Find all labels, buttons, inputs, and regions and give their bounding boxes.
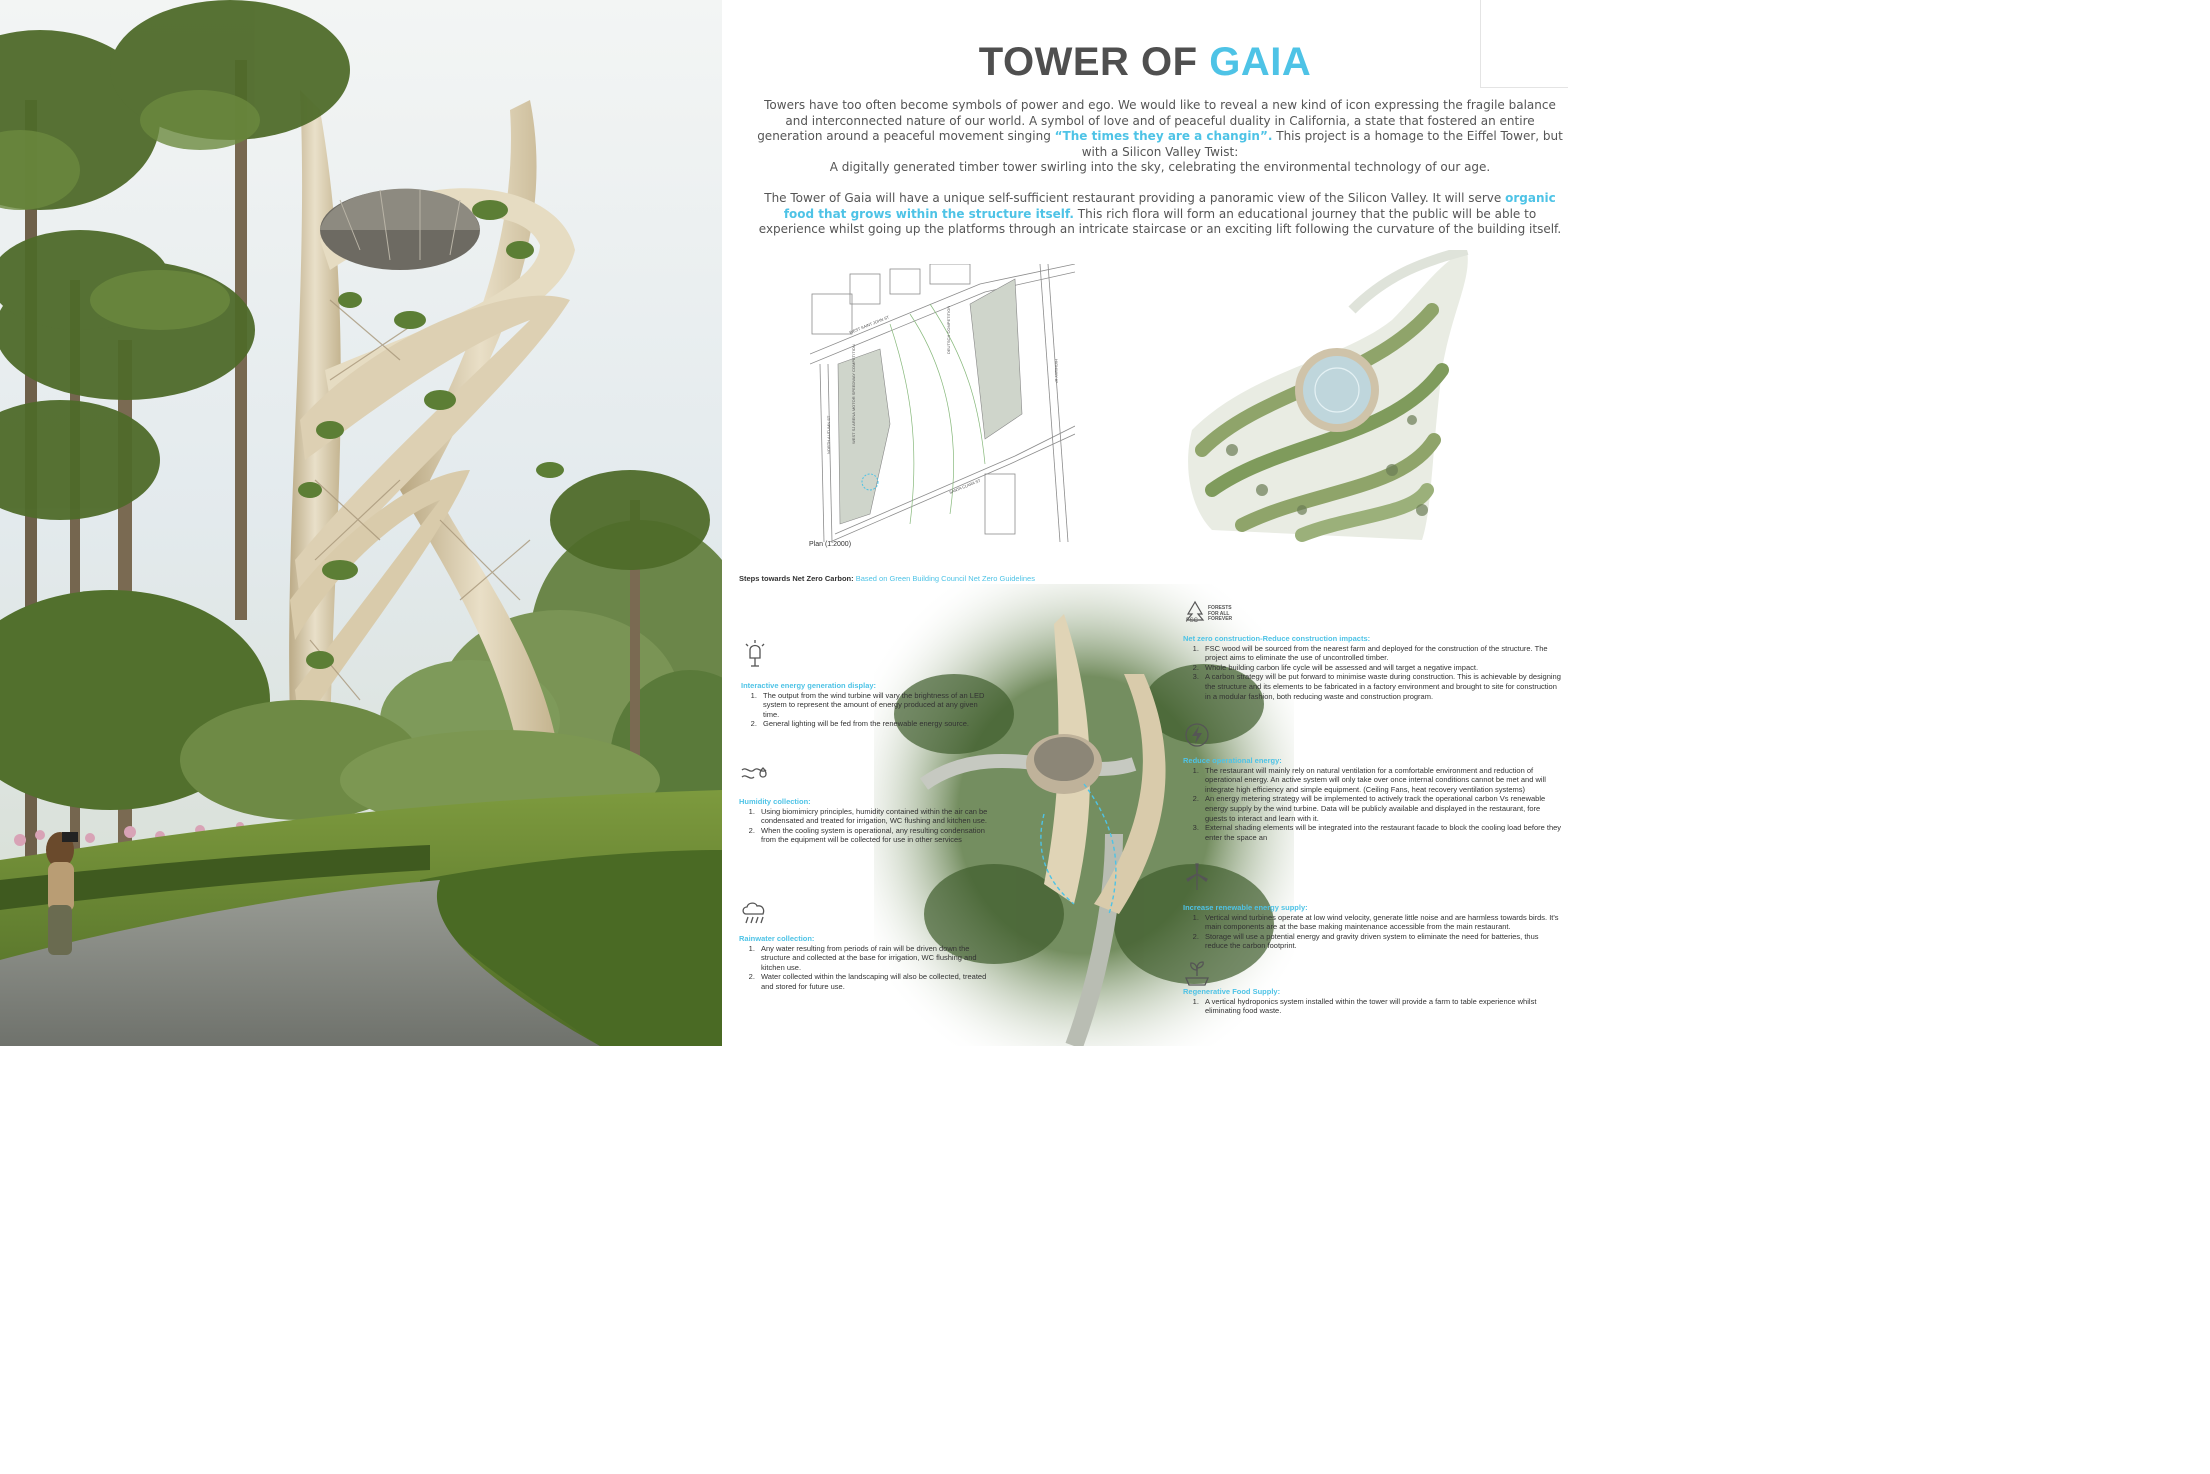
step-humidity [739, 797, 991, 845]
fsc-logo [1184, 600, 1254, 630]
intro-paragraph-1 [752, 98, 1568, 160]
plan-label-block-1: WEST SJ ARENA MOTOR SPEEDWAY COMPETITION [851, 344, 856, 444]
intro-paragraph-3 [752, 191, 1568, 238]
plan-label-block-2: DEUTSCH COMPETITION [946, 305, 951, 354]
step-construction-title: Net zero construction-Reduce construction impacts: [1183, 634, 1371, 643]
step-operational-item-1: 1. The restaurant will mainly rely on natural ventilation for a comfortable environment and reduction of operational energy. An active system will only take over once internal conditions cannot be met and will integrate high efficiency and simple equipment. (Ceiling Fans, heat recovery ventilation systems) [1201, 766, 1563, 795]
site-plan-drawing [810, 264, 1075, 542]
wind-turbine-light-icon [740, 640, 770, 670]
intro-p3-text-b: This rich flora will form an educational journey that the public will be able to experience whilst going up the platforms through an intricate staircase or an exciting lift following the curvature of the building itself. [758, 206, 1562, 236]
step-food-title: Regenerative Food Supply: [1183, 987, 1281, 996]
intro-paragraph-2: A digitally generated timber tower swirling into the sky, celebrating the environmental technology of our age. [829, 160, 1491, 174]
rain-cloud-icon [740, 898, 770, 928]
plant-hand-icon [1182, 958, 1212, 988]
fsc-slogan-line-1: FORESTS [1208, 605, 1232, 611]
project-description-panel [722, 0, 1568, 1046]
plan-label-street-3: SANTA CLARA ST [948, 477, 982, 495]
step-energy-display [741, 681, 987, 729]
title-part-2: GAIA [1209, 40, 1312, 84]
plan-label-street-2: HIGHWAY 87 [1054, 359, 1059, 384]
step-operational-item-3: 3. External shading elements will be integrated into the restaurant facade to block the cooling load before they enter the space an [1201, 823, 1563, 842]
energy-bolt-icon [1182, 720, 1212, 750]
tower-render-illustration [0, 0, 722, 1046]
step-energy-display-item-2: 2. General lighting will be fed from the renewable energy source. [759, 719, 987, 729]
intro-p1-quote: “The times they are a changin”. [1054, 129, 1273, 143]
step-construction-item-2: 2. Whole building carbon life cycle will be assessed and will target a negative impact. [1201, 663, 1563, 673]
net-zero-guidelines-link[interactable]: Based on Green Building Council Net Zero Guidelines [855, 574, 1035, 583]
plan-caption: Plan (1:2000) [809, 541, 852, 548]
intro-p1-text-a: Towers have too often become symbols of power and ego. We would like to reveal a new kind of icon expressing the fragile balance and interconnected nature of our world. A symbol of love and of peaceful duality in California, a state that fostered an entire generation around a peaceful movement singing [757, 98, 1556, 143]
landscape-plan-render [1172, 250, 1472, 550]
plan-label-street-4: NORTH AUTUMN ST [826, 415, 831, 454]
step-rainwater-item-1: 1. Any water resulting from periods of rain will be driven down the structure and collected at the base for irrigation, WC flushing and kitchen use. [757, 944, 991, 973]
title-part-1: TOWER OF [978, 40, 1198, 84]
step-renewable-item-2: 2. Storage will use a potential energy and gravity driven system to eliminate the need for batteries, thus reduce the carbon footprint. [1201, 932, 1563, 951]
step-rainwater-item-2: 2. Water collected within the landscaping will also be collected, treated and stored for future use. [757, 972, 991, 991]
intro-p1-text-b: This project is a homage to the Eiffel Tower, but with a Silicon Valley Twist: [1081, 129, 1563, 159]
intro-p3-text-a: The Tower of Gaia will have a unique self-sufficient restaurant providing a panoramic view of the Silicon Valley. It will serve [764, 191, 1506, 205]
step-renewable-item-1: 1. Vertical wind turbines operate at low wind velocity, generate little noise and are harmless towards birds. It's main components are at the base making maintenance accessible from the main restaurant. [1201, 913, 1563, 932]
step-operational [1183, 756, 1563, 842]
step-construction [1183, 634, 1563, 701]
step-renewable-title: Increase renewable energy supply: [1183, 903, 1308, 912]
page-title [722, 40, 1568, 85]
fsc-slogan-line-2: FOR ALL [1208, 610, 1230, 617]
step-food-item-1: 1. A vertical hydroponics system installed within the tower will provide a farm to table experience whilst eliminating food waste. [1201, 997, 1563, 1016]
humidity-waves-icon [740, 760, 770, 790]
net-zero-heading [739, 574, 1035, 583]
plan-label-street-1: WEST SAINT JOHN ST [848, 314, 890, 335]
step-rainwater-title: Rainwater collection: [739, 934, 815, 943]
step-operational-item-2: 2. An energy metering strategy will be implemented to actively track the operational carbon Vs renewable energy supply by the wind turbine. Data will be publicly available and displayed in the restaurant, fore guests to interact and learn with it. [1201, 794, 1563, 823]
step-construction-item-3: 3. A carbon strategy will be put forward to minimise waste during construction. This is achievable by designing the structure and its elements to be fabricated in a factory environment and brought to site for construction in a modular fashion, both reducing waste and construction program. [1201, 672, 1563, 701]
step-humidity-item-2: 2. When the cooling system is operational, any resulting condensation from the equipment will be collected for use in other services [757, 826, 991, 845]
step-energy-display-item-1: 1. The output from the wind turbine will vary the brightness of an LED system to represent the amount of energy produced at any given time. [759, 691, 987, 720]
step-humidity-item-1: 1. Using biomimicry principles, humidity contained within the air can be condensated and treated for irrigation, WC flushing and kitchen use. [757, 807, 991, 826]
step-renewable [1183, 903, 1563, 951]
step-energy-display-title: Interactive energy generation display: [741, 681, 877, 690]
net-zero-heading-label: Steps towards Net Zero Carbon: [739, 574, 854, 583]
step-food [1183, 987, 1563, 1016]
intro-p3-highlight: organic food that grows within the structure itself. [783, 191, 1556, 221]
wind-turbine-icon [1182, 862, 1212, 892]
step-construction-item-1: 1. FSC wood will be sourced from the nearest farm and deployed for the construction of the structure. The project aims to eliminate the use of uncontrolled timber. [1201, 644, 1563, 663]
step-humidity-title: Humidity collection: [739, 797, 811, 806]
step-rainwater [739, 934, 991, 992]
fsc-mark: FSC [1186, 618, 1198, 624]
fsc-slogan-line-3: FOREVER [1208, 616, 1233, 623]
hero-render-image [0, 0, 722, 1046]
fsc-slogan [1208, 606, 1232, 623]
step-operational-title: Reduce operational energy: [1183, 756, 1282, 765]
